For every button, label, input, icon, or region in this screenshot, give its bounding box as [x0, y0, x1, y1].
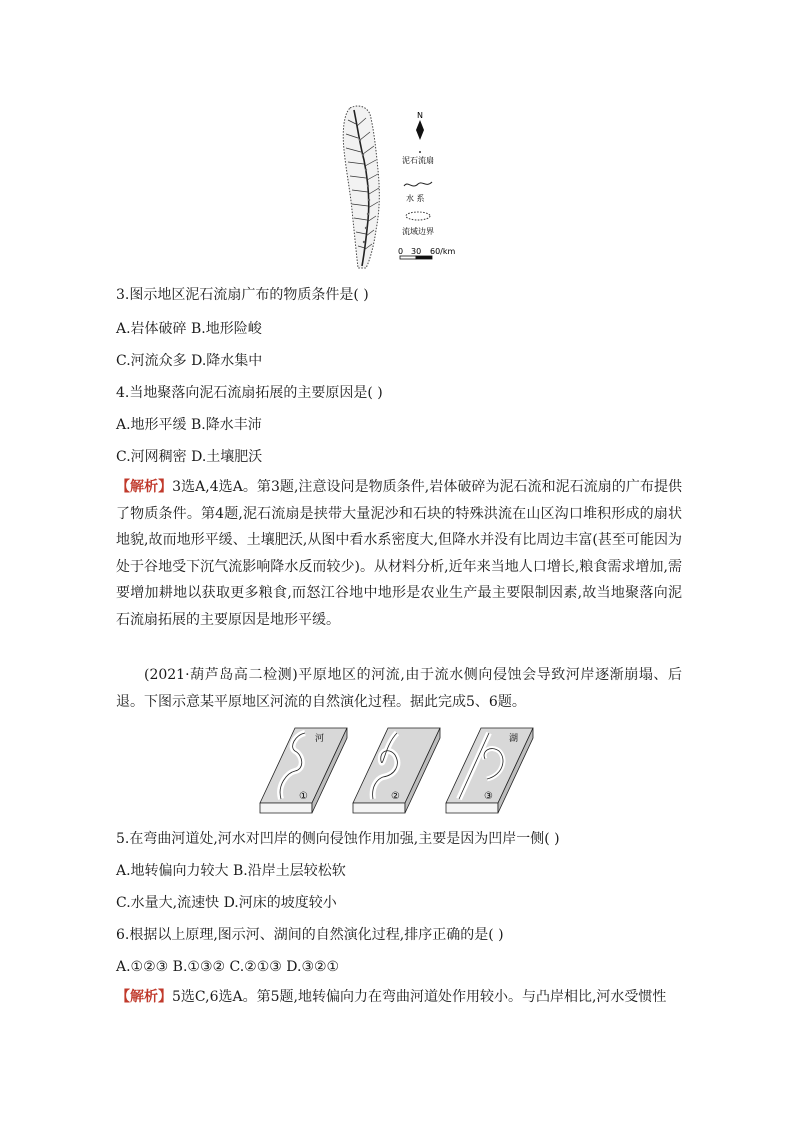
intro-5-6: (2021·葫芦岛高二检测)平原地区的河流,由于流水侧向侵蚀会导致河岸逐渐崩塌、后退。下图示意某平原地区河流的自然演化过程。据此完成5、6题。	[116, 667, 682, 710]
river-panel-2	[353, 728, 440, 813]
north-label: N	[417, 111, 423, 120]
watershed-boundary	[343, 106, 379, 268]
svg-text:③: ③	[484, 791, 493, 802]
debris-flow-map-figure	[336, 100, 466, 272]
river-label: 河	[315, 734, 325, 744]
analysis-tag: 【解析】	[116, 479, 173, 495]
svg-text:②: ②	[391, 791, 400, 802]
analysis-text: 5选C,6选A。第5题,地转偏向力在弯曲河道处作用较小。与凸岸相比,河水受惯性	[172, 989, 667, 1005]
water-legend-icon	[404, 182, 432, 186]
question-5-options-cd: C.水量大,流速快 D.河床的坡度较小	[116, 895, 337, 911]
svg-text:30: 30	[411, 247, 422, 256]
analysis-tag: 【解析】	[116, 989, 172, 1005]
analysis-3-4	[116, 474, 682, 633]
river-panel-3	[446, 728, 533, 813]
question-5-options-ab: A.地转偏向力较大 B.沿岸土层较松软	[116, 863, 346, 879]
svg-text:0: 0	[398, 247, 404, 256]
scale-bar	[398, 247, 456, 259]
svg-text:①: ①	[299, 791, 308, 802]
question-6-options: A.①②③ B.①③② C.②①③ D.③②①	[116, 959, 340, 975]
analysis-text: 3选A,4选A。第3题,注意设问是物质条件,岩体破碎为泥石流和泥石流扇的广布提供了物质条件。第4题,泥石流扇是挟带大量泥沙和石块的特殊洪流在山区沟口堆积形成的扇状地貌,故而地形平缓、土壤肥沃,从图中看水系密度大,但降水并没有比周边丰富(甚至可能因为处于谷地受下沉气流影响降水反而较少)。从材料分析,近年来当地人口增长,粮食需求增加,需要增加耕地以获取更多粮食,而怒江谷地中地形是农业生产最主要限制因素,故当地聚落向泥石流扇拓展的主要原因是地形平缓。	[116, 479, 682, 628]
legend-boundary-label: 流域边界	[402, 227, 434, 236]
river-evolution-figure	[255, 725, 539, 820]
river-panel-1	[260, 728, 347, 813]
question-5-stem: 5.在弯曲河道处,河水对凹岸的侧向侵蚀作用加强,主要是因为凹岸一侧( )	[116, 831, 560, 847]
legend-fan-label: 泥石流扇	[402, 156, 434, 165]
analysis-5-6	[116, 984, 682, 1011]
legend-water-label: 水 系	[406, 194, 425, 203]
north-arrow-icon	[416, 111, 424, 140]
fan-legend-icon	[419, 151, 421, 153]
lake-label: 湖	[509, 734, 519, 744]
question-4-options-cd: C.河网稠密 D.土壤肥沃	[116, 449, 263, 465]
question-3-stem: 3.图示地区泥石流扇广布的物质条件是( )	[116, 287, 369, 303]
question-3-options-cd: C.河流众多 D.降水集中	[116, 353, 263, 369]
question-4-stem: 4.当地聚落向泥石流扇拓展的主要原因是( )	[116, 385, 383, 401]
question-6-stem: 6.根据以上原理,图示河、湖间的自然演化过程,排序正确的是( )	[116, 927, 504, 943]
question-3-options-ab: A.岩体破碎 B.地形险峻	[116, 321, 262, 337]
question-4-options-ab: A.地形平缓 B.降水丰沛	[116, 417, 262, 433]
svg-text:60/km: 60/km	[430, 247, 456, 256]
boundary-legend-icon	[406, 212, 430, 220]
